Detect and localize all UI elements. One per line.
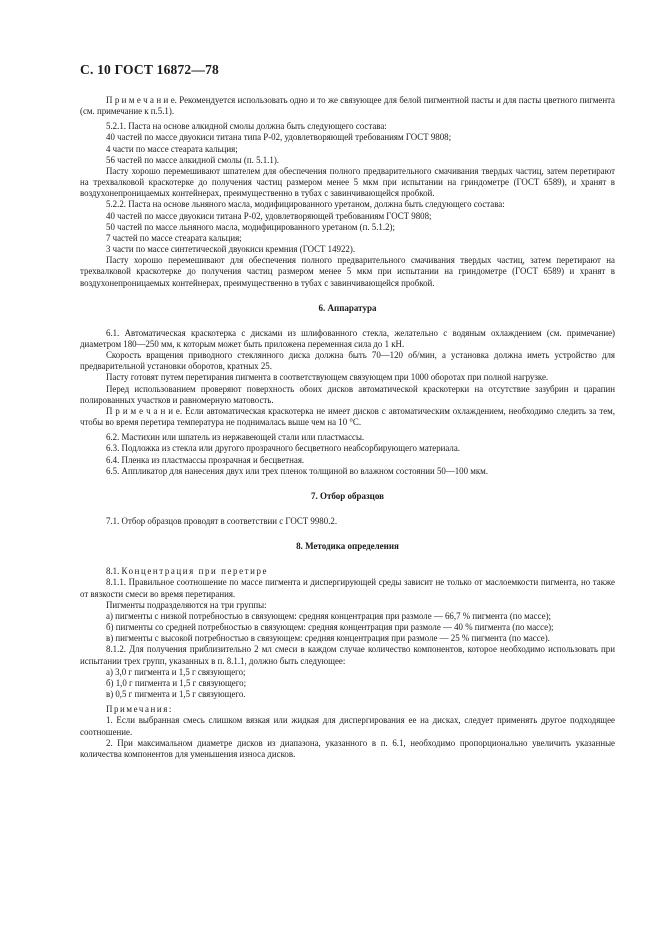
paragraph [80, 199, 615, 210]
paragraph-text: 5.2.1. Паста на основе алкидной смолы должна быть следующего состава: [106, 121, 387, 132]
section-heading: 6. Аппаратура [318, 302, 377, 313]
paragraph-text: 6.3. Подложка из стекла или другого прозрачного бесцветного неабсорбирующего материала. [106, 443, 461, 454]
paragraph [80, 155, 615, 166]
paragraph-text: 8.1.1. Правильное соотношение по массе пигмента и диспергирующей среды зависит не только от маслоемкости пигмента, но также от вязкости смеси во время перетирания. [80, 577, 615, 599]
paragraph-text: б) 1,0 г пигмента и 1,5 г связующего; [106, 677, 247, 688]
paragraph [80, 222, 615, 233]
paragraph [80, 244, 615, 255]
paragraph-text: 6.4. Пленка из пластмассы прозрачная и бесцветная. [106, 454, 305, 465]
paragraph [80, 738, 615, 760]
paragraph-text: Если автоматическая краскотерка не имеет дисков с автоматическим охлаждением, необходимо следить за тем, чтобы во время перетира температура не поднималась выше чем на 10 °С. [80, 405, 615, 428]
paragraph-text: а) пигменты с низкой потребностью в связующем: средняя концентрация при размоле — 66,7 % пигмента (по массе); [106, 610, 552, 621]
paragraph [80, 704, 615, 715]
paragraph-text: Пасту хорошо перемешивают для обеспечения полного предварительного смачивания твердых частиц, затем перетирают на трехвалковой краскотерке до получения частиц размером менее 5 мкм при испытании на гриндометре (ГОСТ 6589) и хранят в воздухонепроницаемых контейнерах, преимущественно в тубах с завинчивающейся пробкой. [80, 255, 615, 288]
paragraph-text: 2. При максимальном диаметре дисков из диапазона, указанного в п. 6.1, необходимо пропорционально увеличить указанные количества компонентов для уменьшения износа дисков. [80, 737, 615, 759]
paragraph [80, 466, 615, 477]
paragraph [80, 455, 615, 466]
paragraph [80, 432, 615, 443]
paragraph [80, 211, 615, 222]
paragraph [80, 132, 615, 143]
paragraph-text: 50 частей по массе льняного масла, модифицированного уретаном (п. 5.1.2); [106, 221, 395, 232]
section-heading: 8. Методика определения [296, 541, 399, 552]
paragraph-text: б) пигменты со средней потребностью в связующем: средняя концентрация при размоле — 40 % пигмента (по массе); [106, 622, 554, 633]
paragraph-text: в) пигменты с высокой потребностью в связующем: средняя концентрация при размоле — 25 % пигмента (по массе). [106, 633, 550, 644]
paragraph [80, 328, 615, 350]
paragraph [80, 144, 615, 155]
spaced-heading: Концентрация при перетире [121, 566, 269, 577]
paragraph-text: 1. Если выбранная смесь слишком вязкая или жидкая для диспергирования ее на дисках, следует применять другое подходящее соотношение. [80, 715, 615, 737]
paragraph [80, 633, 615, 644]
paragraph [80, 644, 615, 666]
spaced-heading: Примечания [106, 704, 169, 715]
paragraph [80, 372, 615, 383]
paragraph-text: 3 части по массе синтетической двуокиси кремния (ГОСТ 14922). [106, 244, 356, 255]
paragraph-text: а) 3,0 г пигмента и 1,5 г связующего; [106, 666, 246, 677]
paragraph [80, 622, 615, 633]
paragraph-text: 40 частей по массе двуокиси титана Р-02, удовлетворяющей требованиям ГОСТ 9808; [106, 210, 432, 221]
paragraph-text: Пасту готовят путем перетирания пигмента в соответствующем связующем при 1000 оборотах при полной нагрузке. [106, 372, 549, 383]
paragraph-text: Скорость вращения приводного стеклянного диска должна быть 70—120 об/мин, а установка должна иметь устройство для предварительной установки оборотов, кратных 25. [80, 350, 615, 372]
paragraph-text: Перед использованием проверяют поверхность обоих дисков автоматической краскотерки на отсутствие зазубрин и царапин полированных участков и равномерную матовость. [80, 383, 615, 405]
paragraph-text: Пасту хорошо перемешивают шпателем для обеспечения полного предварительного смачивания твердых частиц, затем перетирают на трехвалковой краскотерке до получения частиц размером менее 5 мкм при испытании на гриндометре (ГОСТ 6589), и хранят в воздухонепроницаемых контейнерах, преимущественно в тубах с завинчивающейся пробкой. [80, 165, 615, 199]
paragraph [80, 600, 615, 611]
paragraph-text: 6.2. Мастихин или шпатель из нержавеющей стали или пластмассы. [106, 432, 365, 443]
paragraph [80, 121, 615, 132]
paragraph [80, 95, 615, 117]
paragraph [80, 350, 615, 372]
paragraph-text: 56 частей по массе алкидной смолы (п. 5.1.1). [106, 154, 279, 165]
paragraph-text: Рекомендуется использовать одно и то же связующее для белой пигментной пасты и для пасты цветного пигмента (см. примечание к п.5.1). [80, 95, 615, 117]
page-header: С. 10 ГОСТ 16872—78 [80, 62, 219, 77]
section-heading: 7. Отбор образцов [310, 490, 384, 501]
paragraph [80, 233, 615, 244]
paragraph-text: 6.1. Автоматическая краскотерка с дисками из шлифованного стекла, желательно с водяным охлаждением (см. примечание) диаметром 180—250 мм, к которым может быть приложена переменная сила до 1 кН. [80, 327, 615, 349]
paragraph-lead: 8.1. [106, 566, 122, 577]
paragraph-lead: П р и м е ч а н и е. [106, 95, 177, 105]
paragraph-text: 5.2.2. Паста на основе льняного масла, модифицированного уретаном, должна быть следующего состава: [106, 199, 505, 210]
paragraph [80, 166, 615, 199]
paragraph-text: 6.5. Аппликатор для нанесения двух или трех пленок толщиной во влажном состоянии 50—100 мкм. [106, 465, 488, 476]
paragraph-text: 8.1.2. Для получения приблизительно 2 мл смеси в каждом случае количество компонентов, которое необходимо использовать при испытании трех групп, указанных в п. 8.1.1, должно быть следующее: [80, 644, 615, 666]
document-body [80, 95, 615, 760]
paragraph-text: Пигменты подразделяются на три группы: [106, 599, 267, 610]
paragraph [80, 566, 615, 577]
paragraph-text: 4 части по массе стеарата кальция; [106, 143, 238, 154]
paragraph [80, 667, 615, 678]
paragraph-text: в) 0,5 г пигмента и 1,5 г связующего. [106, 689, 246, 700]
paragraph-lead: П р и м е ч а н и е. [106, 405, 183, 416]
paragraph [80, 443, 615, 454]
paragraph-text: 7.1. Отбор образцов проводят в соответствии с ГОСТ 9980.2. [106, 516, 338, 526]
paragraph-text: 40 частей по массе двуокиси титана типа Р-02, удовлетворяющей требованиям ГОСТ 9808; [106, 132, 452, 143]
paragraph [80, 406, 615, 428]
paragraph [80, 577, 615, 599]
paragraph [80, 255, 615, 288]
paragraph [80, 678, 615, 689]
paragraph [80, 689, 615, 700]
paragraph-text: : [168, 704, 172, 715]
paragraph [80, 715, 615, 737]
paragraph [80, 384, 615, 406]
paragraph-text: 7 частей по массе стеарата кальция; [106, 232, 242, 243]
paragraph [80, 516, 615, 527]
paragraph [80, 611, 615, 622]
